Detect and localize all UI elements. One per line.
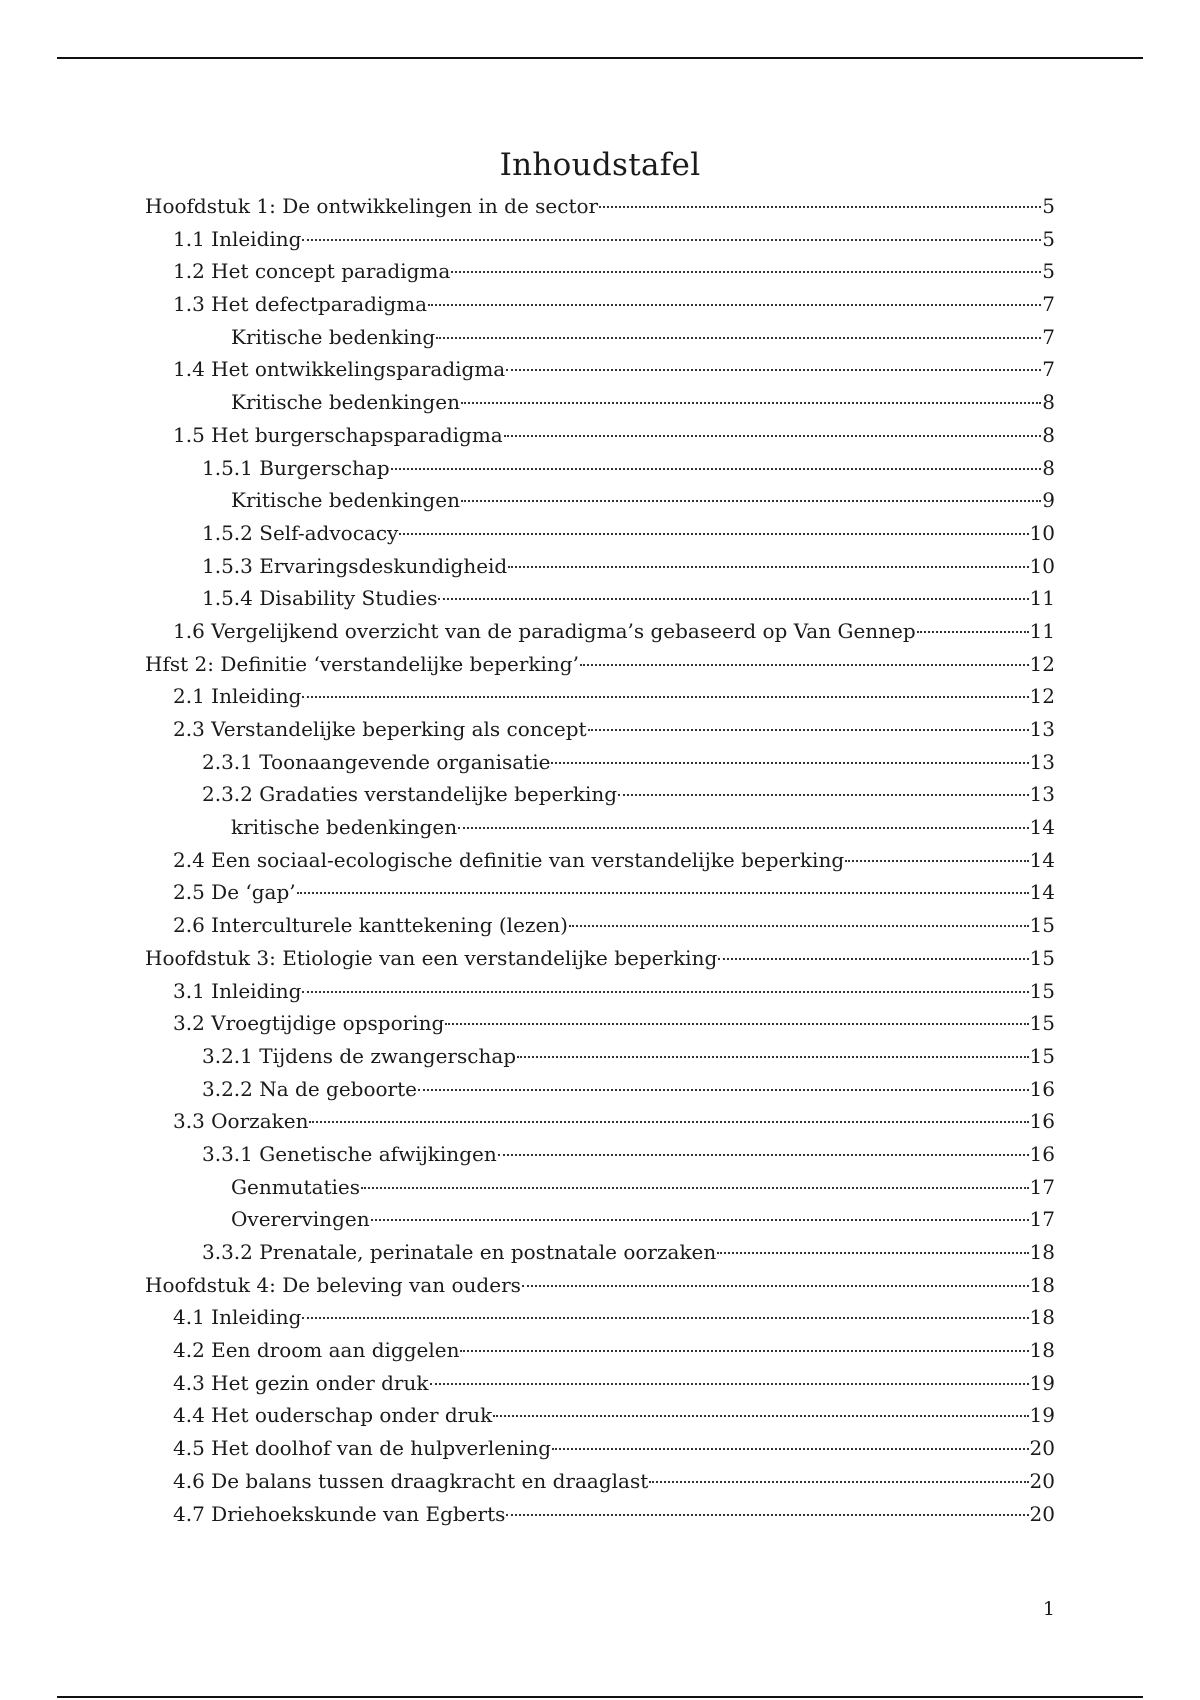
toc-entry-title: Kritische bedenkingen bbox=[231, 390, 460, 415]
toc-entry-title: 4.4 Het ouderschap onder druk bbox=[173, 1403, 493, 1428]
toc-entry[interactable] bbox=[145, 1138, 1055, 1171]
toc-entry-page: 13 bbox=[1029, 717, 1055, 741]
toc-dot-leader bbox=[649, 1481, 1028, 1483]
toc-entry-page: 15 bbox=[1029, 1011, 1055, 1036]
toc-entry[interactable] bbox=[145, 844, 1055, 877]
toc-entry-title: Hoofdstuk 3: Etiologie van een verstandelijke beperking bbox=[145, 945, 718, 970]
toc-entry-title: 2.3.2 Gradaties verstandelijke beperking bbox=[202, 782, 618, 807]
toc-dot-leader bbox=[552, 1448, 1028, 1450]
page-title: Inhoudstafel bbox=[499, 147, 701, 183]
toc-entry-title: Hfst 2: Definitie ‘verstandelijke beperking’ bbox=[145, 651, 579, 676]
toc-dot-leader bbox=[302, 239, 1041, 241]
toc-dot-leader bbox=[361, 1187, 1029, 1189]
toc-entry[interactable] bbox=[145, 811, 1055, 844]
toc-entry[interactable] bbox=[145, 746, 1055, 779]
toc-entry-page: 12 bbox=[1029, 684, 1055, 709]
toc-entry-title: 3.2.2 Na de geboorte bbox=[202, 1076, 417, 1101]
toc-entry[interactable] bbox=[145, 615, 1055, 648]
table-of-contents bbox=[145, 190, 1055, 1530]
toc-entry[interactable] bbox=[145, 1171, 1055, 1204]
toc-entry-page: 18 bbox=[1029, 1272, 1055, 1297]
toc-entry[interactable] bbox=[145, 778, 1055, 811]
toc-entry-page: 12 bbox=[1029, 651, 1055, 676]
toc-entry-title: 3.2 Vroegtijdige opsporing bbox=[173, 1011, 445, 1036]
toc-entry-page: 17 bbox=[1029, 1207, 1055, 1232]
toc-dot-leader bbox=[917, 631, 1029, 633]
toc-entry[interactable] bbox=[145, 713, 1055, 746]
toc-entry[interactable] bbox=[145, 452, 1055, 485]
toc-entry[interactable] bbox=[145, 975, 1055, 1008]
toc-entry-title: 2.6 Interculturele kanttekening (lezen) bbox=[173, 913, 568, 938]
toc-entry[interactable] bbox=[145, 648, 1055, 681]
toc-entry[interactable] bbox=[145, 1367, 1055, 1400]
toc-entry-title: 2.4 Een sociaal-ecologische definitie van verstandelijke beperking bbox=[173, 847, 845, 872]
toc-entry-page: 20 bbox=[1029, 1501, 1055, 1526]
toc-dot-leader bbox=[588, 729, 1029, 731]
toc-entry-title: 3.3 Oorzaken bbox=[173, 1109, 309, 1134]
toc-entry-page: 7 bbox=[1042, 357, 1055, 382]
toc-entry-page: 15 bbox=[1029, 978, 1055, 1003]
toc-dot-leader bbox=[438, 598, 1028, 600]
toc-entry-title: 1.3 Het defectparadigma bbox=[173, 292, 428, 317]
toc-entry-title: 2.3 Verstandelijke beperking als concept bbox=[173, 717, 587, 741]
toc-entry[interactable] bbox=[145, 1236, 1055, 1269]
toc-entry-page: 5 bbox=[1042, 194, 1055, 218]
toc-entry-title: 2.1 Inleiding bbox=[173, 684, 302, 709]
toc-entry-page: 9 bbox=[1042, 488, 1055, 513]
toc-entry[interactable] bbox=[145, 1007, 1055, 1040]
toc-entry-page: 14 bbox=[1029, 880, 1055, 905]
toc-entry-title: Overervingen bbox=[231, 1207, 370, 1232]
toc-entry-title: Hoofdstuk 4: De beleving van ouders bbox=[145, 1272, 521, 1297]
toc-dot-leader bbox=[517, 1056, 1028, 1058]
toc-dot-leader bbox=[309, 1121, 1028, 1123]
toc-entry[interactable] bbox=[145, 1073, 1055, 1106]
toc-dot-leader bbox=[302, 1317, 1028, 1319]
toc-entry[interactable] bbox=[145, 1105, 1055, 1138]
toc-entry[interactable] bbox=[145, 1432, 1055, 1465]
toc-entry-page: 17 bbox=[1029, 1174, 1055, 1199]
toc-entry[interactable] bbox=[145, 1498, 1055, 1531]
toc-entry[interactable] bbox=[145, 909, 1055, 942]
toc-entry-title: 1.5.2 Self-advocacy bbox=[202, 520, 399, 545]
header-rule bbox=[57, 57, 1143, 59]
toc-dot-leader bbox=[430, 1383, 1029, 1385]
toc-dot-leader bbox=[522, 1285, 1029, 1287]
toc-dot-leader bbox=[845, 860, 1028, 862]
toc-entry-page: 10 bbox=[1029, 520, 1055, 545]
toc-entry[interactable] bbox=[145, 550, 1055, 583]
toc-dot-leader bbox=[718, 958, 1028, 960]
toc-entry-page: 20 bbox=[1029, 1436, 1055, 1461]
toc-dot-leader bbox=[508, 566, 1028, 568]
toc-dot-leader bbox=[460, 1350, 1028, 1352]
toc-entry-title: Kritische bedenkingen bbox=[231, 488, 460, 513]
toc-dot-leader bbox=[599, 206, 1041, 208]
toc-entry-page: 20 bbox=[1029, 1468, 1055, 1493]
toc-entry-title: Hoofdstuk 1: De ontwikkelingen in de sector bbox=[145, 194, 599, 218]
toc-entry-page: 8 bbox=[1042, 455, 1055, 480]
toc-entry-page: 16 bbox=[1029, 1076, 1055, 1101]
toc-dot-leader bbox=[445, 1023, 1028, 1025]
toc-entry-page: 13 bbox=[1029, 782, 1055, 807]
toc-entry-title: 1.4 Het ontwikkelingsparadigma bbox=[173, 357, 506, 382]
toc-entry[interactable] bbox=[145, 517, 1055, 550]
toc-entry-page: 11 bbox=[1029, 586, 1055, 611]
toc-entry-title: 4.3 Het gezin onder druk bbox=[173, 1370, 429, 1395]
toc-entry-title: 1.5.1 Burgerschap bbox=[202, 455, 390, 480]
toc-entry[interactable] bbox=[145, 942, 1055, 975]
toc-entry[interactable] bbox=[145, 255, 1055, 288]
toc-entry[interactable] bbox=[145, 223, 1055, 256]
toc-dot-leader bbox=[451, 271, 1041, 273]
toc-entry-title: 1.5.4 Disability Studies bbox=[202, 586, 438, 611]
toc-dot-leader bbox=[461, 500, 1041, 502]
toc-entry-page: 14 bbox=[1029, 815, 1055, 840]
toc-entry-page: 8 bbox=[1042, 390, 1055, 415]
toc-entry-page: 19 bbox=[1029, 1370, 1055, 1395]
toc-entry-title: kritische bedenkingen bbox=[231, 815, 458, 840]
toc-entry[interactable] bbox=[145, 1203, 1055, 1236]
toc-dot-leader bbox=[458, 827, 1028, 829]
toc-entry[interactable] bbox=[145, 1465, 1055, 1498]
toc-dot-leader bbox=[717, 1252, 1028, 1254]
toc-dot-leader bbox=[297, 892, 1029, 894]
toc-entry-title: 4.6 De balans tussen draagkracht en draaglast bbox=[173, 1468, 649, 1493]
toc-entry-page: 5 bbox=[1042, 259, 1055, 284]
toc-entry[interactable] bbox=[145, 288, 1055, 321]
toc-entry-title: 1.5.3 Ervaringsdeskundigheid bbox=[202, 553, 508, 578]
toc-entry[interactable] bbox=[145, 321, 1055, 354]
toc-dot-leader bbox=[551, 762, 1028, 764]
toc-dot-leader bbox=[493, 1415, 1028, 1417]
toc-entry-page: 16 bbox=[1029, 1109, 1055, 1134]
toc-entry-page: 19 bbox=[1029, 1403, 1055, 1428]
toc-entry-page: 7 bbox=[1042, 292, 1055, 317]
toc-dot-leader bbox=[302, 991, 1028, 993]
toc-entry-page: 16 bbox=[1029, 1141, 1055, 1166]
toc-entry-page: 15 bbox=[1029, 945, 1055, 970]
toc-entry-title: 3.2.1 Tijdens de zwangerschap bbox=[202, 1043, 517, 1068]
toc-entry-title: 2.3.1 Toonaangevende organisatie bbox=[202, 749, 551, 774]
toc-entry-page: 18 bbox=[1029, 1305, 1055, 1330]
toc-entry-title: 2.5 De ‘gap’ bbox=[173, 880, 296, 905]
toc-entry[interactable] bbox=[145, 1334, 1055, 1367]
toc-entry-title: 3.3.1 Genetische afwijkingen bbox=[202, 1141, 497, 1166]
toc-entry-page: 8 bbox=[1042, 422, 1055, 447]
toc-entry[interactable] bbox=[145, 353, 1055, 386]
toc-entry-title: 3.1 Inleiding bbox=[173, 978, 302, 1003]
toc-entry[interactable] bbox=[145, 484, 1055, 517]
toc-entry-page: 10 bbox=[1029, 553, 1055, 578]
toc-entry-title: Genmutaties bbox=[231, 1174, 361, 1199]
toc-entry[interactable] bbox=[145, 1301, 1055, 1334]
toc-entry[interactable] bbox=[145, 1040, 1055, 1073]
toc-dot-leader bbox=[371, 1219, 1029, 1221]
toc-entry-title: 4.2 Een droom aan diggelen bbox=[173, 1338, 460, 1363]
toc-entry-page: 5 bbox=[1042, 226, 1055, 251]
toc-dot-leader bbox=[618, 794, 1028, 796]
toc-entry-page: 11 bbox=[1029, 618, 1055, 643]
toc-entry[interactable] bbox=[145, 190, 1055, 223]
footer-rule bbox=[57, 1696, 1143, 1698]
toc-dot-leader bbox=[418, 1089, 1029, 1091]
toc-entry-page: 14 bbox=[1029, 847, 1055, 872]
toc-entry-page: 15 bbox=[1029, 913, 1055, 938]
toc-entry-page: 15 bbox=[1029, 1043, 1055, 1068]
toc-entry-title: 1.6 Vergelijkend overzicht van de paradigma’s gebaseerd op Van Gennep bbox=[173, 618, 916, 643]
page-number: 1 bbox=[1042, 1598, 1055, 1620]
toc-entry-page: 18 bbox=[1029, 1240, 1055, 1264]
toc-dot-leader bbox=[569, 925, 1029, 927]
toc-entry-page: 13 bbox=[1029, 749, 1055, 774]
toc-entry-title: Kritische bedenking bbox=[231, 324, 436, 349]
toc-entry[interactable] bbox=[145, 419, 1055, 452]
toc-dot-leader bbox=[498, 1154, 1029, 1156]
toc-dot-leader bbox=[436, 337, 1041, 339]
toc-entry[interactable] bbox=[145, 1269, 1055, 1302]
toc-entry[interactable] bbox=[145, 876, 1055, 909]
toc-entry-title: 4.1 Inleiding bbox=[173, 1305, 302, 1330]
toc-dot-leader bbox=[580, 664, 1029, 666]
toc-entry-title: 4.7 Driehoekskunde van Egberts bbox=[173, 1501, 506, 1526]
toc-dot-leader bbox=[302, 696, 1028, 698]
toc-entry-page: 18 bbox=[1029, 1338, 1055, 1363]
toc-entry-title: 4.5 Het doolhof van de hulpverlening bbox=[173, 1436, 552, 1461]
toc-entry[interactable] bbox=[145, 1399, 1055, 1432]
toc-entry[interactable] bbox=[145, 386, 1055, 419]
toc-dot-leader bbox=[506, 1514, 1028, 1516]
toc-dot-leader bbox=[461, 402, 1041, 404]
toc-entry[interactable] bbox=[145, 582, 1055, 615]
toc-entry[interactable] bbox=[145, 680, 1055, 713]
toc-dot-leader bbox=[399, 533, 1028, 535]
toc-dot-leader bbox=[506, 369, 1041, 371]
toc-entry-title: 3.3.2 Prenatale, perinatale en postnatale oorzaken bbox=[202, 1240, 717, 1264]
toc-entry-title: 1.5 Het burgerschapsparadigma bbox=[173, 422, 503, 447]
toc-entry-page: 7 bbox=[1042, 324, 1055, 349]
toc-entry-title: 1.2 Het concept paradigma bbox=[173, 259, 451, 284]
toc-dot-leader bbox=[391, 468, 1042, 470]
toc-dot-leader bbox=[504, 435, 1042, 437]
toc-entry-title: 1.1 Inleiding bbox=[173, 226, 302, 251]
toc-dot-leader bbox=[428, 304, 1041, 306]
